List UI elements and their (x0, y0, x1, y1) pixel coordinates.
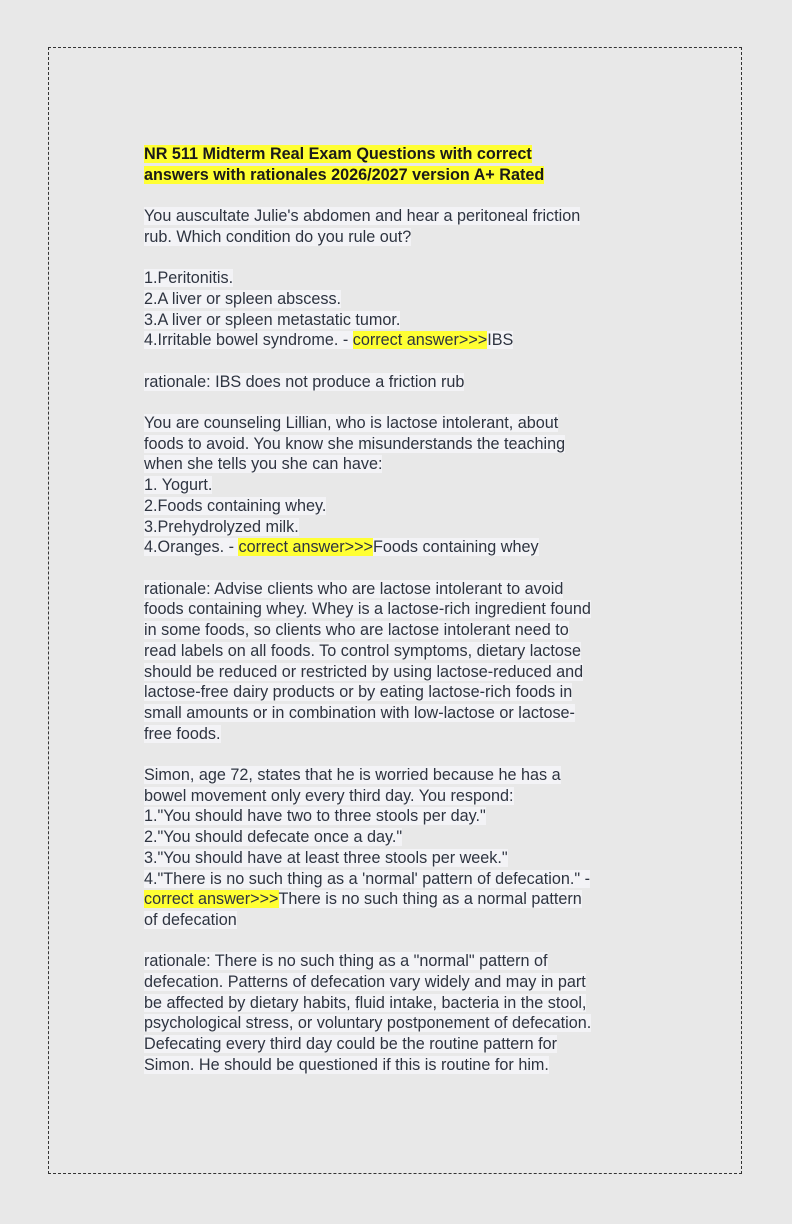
title-line-1: NR 511 Midterm Real Exam Questions with correct (144, 145, 532, 163)
question-2-rationale-4: read labels on all foods. To control symptoms, dietary lactose (144, 641, 581, 660)
question-2-rationale-6: lactose-free dairy products or by eating lactose-rich foods in (144, 683, 573, 702)
question-3-answer-2: of defecation (144, 910, 237, 929)
question-3-option-3: 3."You should have at least three stools per week." (144, 848, 508, 867)
question-2-stem-3: when she tells you she can have: (144, 455, 383, 474)
question-3-stem-2: bowel movement only every third day. You respond: (144, 786, 514, 805)
question-3-rationale-2: defecation. Patterns of defecation vary widely and may in part (144, 973, 586, 992)
question-1-option-2: 2.A liver or spleen abscess. (144, 289, 342, 308)
question-3-answer-marker: correct answer>>> (144, 890, 279, 909)
question-1-answer-marker: correct answer>>> (352, 331, 488, 350)
question-2-rationale-3: in some foods, so clients who are lactose intolerant need to (144, 621, 569, 640)
question-3-option-2: 2."You should defecate once a day." (144, 828, 403, 847)
question-2-rationale-5: should be reduced or restricted by using lactose-reduced and (144, 662, 584, 681)
question-3-option-4: 4."There is no such thing as a 'normal' pattern of defecation." - (144, 869, 590, 888)
question-3-option-1: 1."You should have two to three stools per day." (144, 807, 486, 826)
question-3-rationale-1: rationale: There is no such thing as a "normal" pattern of (144, 952, 548, 971)
question-2-option-1: 1. Yogurt. (144, 476, 213, 495)
question-3-rationale-4: psychological stress, or voluntary postponement of defecation. (144, 1014, 592, 1033)
question-3 (144, 765, 654, 1076)
document-title (144, 144, 654, 185)
question-3-stem-1: Simon, age 72, states that he is worried because he has a (144, 766, 561, 784)
question-3-rationale-6: Simon. He should be questioned if this is routine for him. (144, 1055, 549, 1074)
question-2-rationale-7: small amounts or in combination with low-lactose or lactose- (144, 703, 575, 722)
question-2-option-3: 3.Prehydrolyzed milk. (144, 517, 299, 536)
question-1 (144, 206, 654, 392)
question-1-option-3: 3.A liver or spleen metastatic tumor. (144, 310, 401, 329)
question-2-option-2: 2.Foods containing whey. (144, 496, 327, 515)
question-2-stem-2: foods to avoid. You know she misunderstands the teaching (144, 434, 566, 453)
question-1-option-1: 1.Peritonitis. (144, 269, 234, 288)
question-2-option-4: 4.Oranges. - (144, 538, 239, 557)
question-3-rationale-5: Defecating every third day could be the routine pattern for (144, 1035, 558, 1054)
title-line-2: answers with rationales 2026/2027 version A+ Rated (144, 165, 545, 184)
question-1-answer: IBS (487, 331, 514, 350)
question-3-rationale-3: be affected by dietary habits, fluid intake, bacteria in the stool, (144, 993, 587, 1012)
question-2-rationale-2: foods containing whey. Whey is a lactose-rich ingredient found (144, 600, 591, 619)
question-1-option-4: 4.Irritable bowel syndrome. - (144, 331, 353, 350)
question-2-answer: Foods containing whey (373, 538, 539, 557)
question-2 (144, 413, 654, 744)
question-3-answer-1: There is no such thing as a normal pattern (278, 890, 582, 909)
question-2-rationale-1: rationale: Advise clients who are lactose intolerant to avoid (144, 579, 564, 598)
document-content (144, 144, 654, 1076)
question-1-stem-2: rub. Which condition do you rule out? (144, 227, 412, 246)
question-2-rationale-8: free foods. (144, 724, 221, 743)
question-1-stem-1: You auscultate Julie's abdomen and hear a peritoneal friction (144, 207, 581, 226)
question-1-rationale: rationale: IBS does not produce a friction rub (144, 372, 465, 391)
question-2-stem-1: You are counseling Lillian, who is lactose intolerant, about (144, 414, 559, 433)
question-2-answer-marker: correct answer>>> (238, 538, 373, 557)
